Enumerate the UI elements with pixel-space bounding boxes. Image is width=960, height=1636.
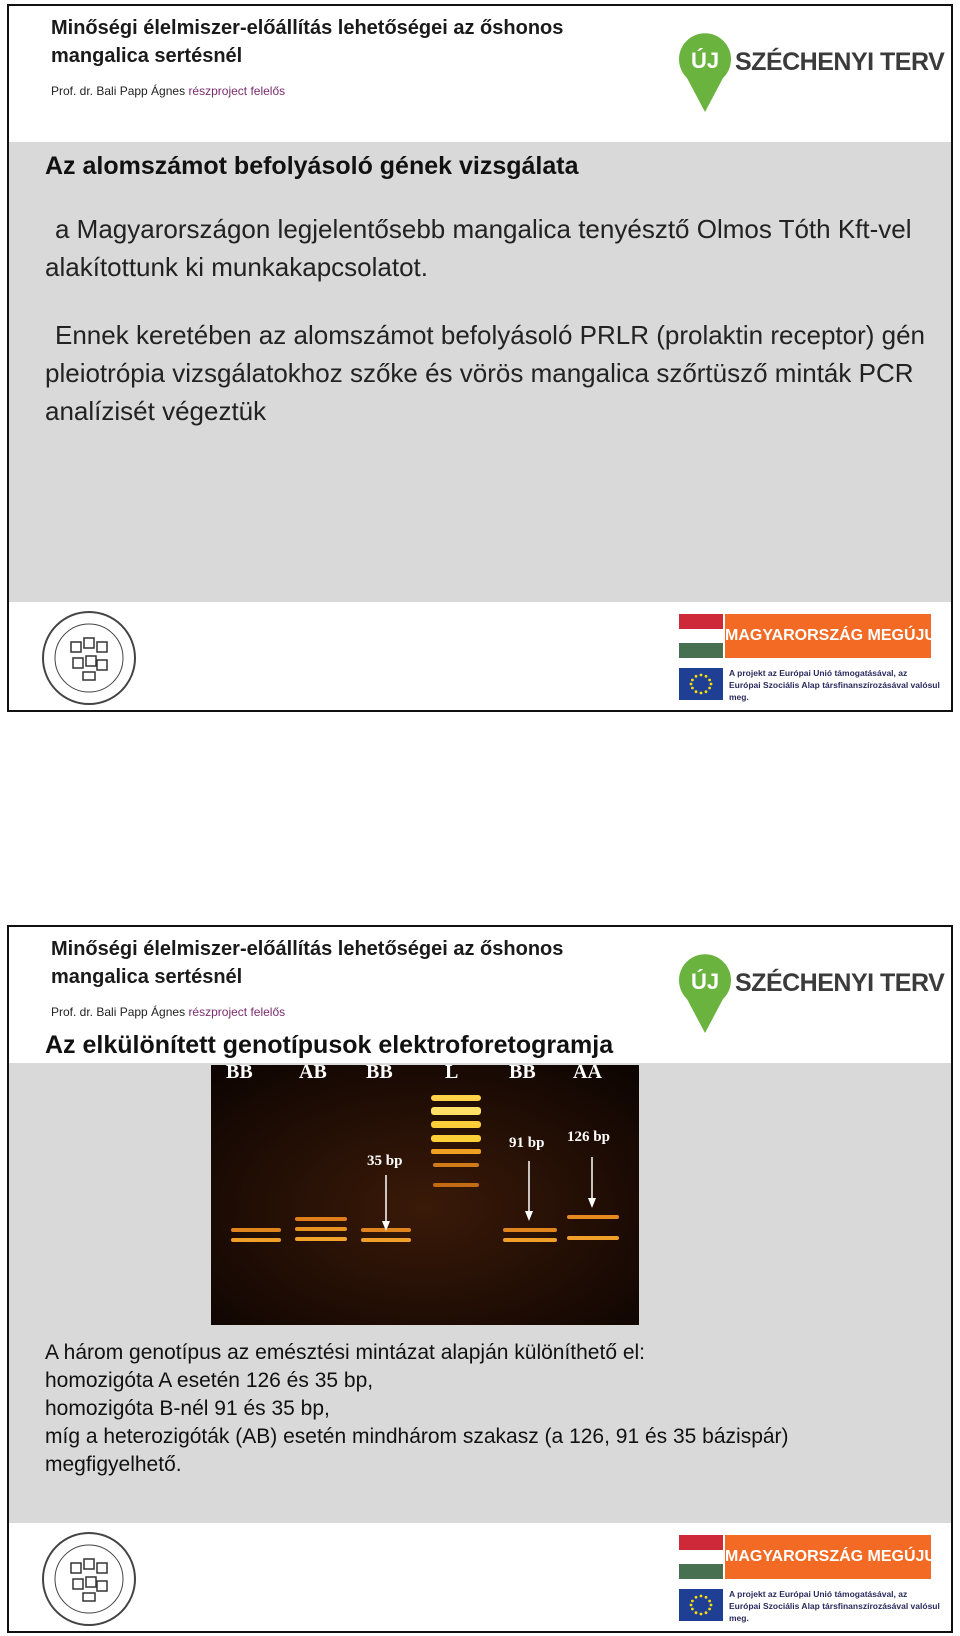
szechenyi-terv-logo — [677, 28, 945, 114]
author-role: részproject felelős — [188, 1005, 286, 1019]
slide-title: Az elkülönített genotípusok elektroforetogramja — [45, 1031, 614, 1059]
eu-flag-icon — [679, 1589, 723, 1621]
magyarorszag-megujul-banner — [679, 1535, 946, 1579]
description-line: megfigyelhető. — [45, 1453, 182, 1476]
description-line: míg a heterozigóták (AB) esetén mindhárom szakasz (a 126, 91 és 35 bázispár) — [45, 1425, 789, 1448]
author-name: Prof. dr. Bali Papp Ágnes — [51, 84, 186, 98]
project-lead — [51, 84, 285, 98]
map-pin-icon — [677, 28, 737, 114]
lane-label: BB — [226, 1061, 253, 1083]
lane-label: AA — [573, 1061, 602, 1083]
description-line: homozigóta A esetén 126 és 35 bp, — [45, 1369, 374, 1392]
banner-text: MAGYARORSZÁG MEGÚJUL — [725, 1535, 931, 1579]
paragraph-partnership: a Magyarországon legjelentősebb mangalica tenyésztő Olmos Tóth Kft-vel alakítottunk ki munkakapcsolatot. — [45, 214, 912, 282]
banner-text: MAGYARORSZÁG MEGÚJUL — [725, 614, 931, 658]
project-title: Minőségi élelmiszer-előállítás lehetőségei az őshonos mangalica sertésnél — [51, 938, 564, 988]
eu-note-text: A projekt az Európai Unió támogatásával, az Európai Szociális Alap társfinanszírozásával valósul meg. — [729, 668, 940, 702]
project-lead — [51, 1005, 285, 1019]
genotype-description — [45, 1339, 945, 1479]
lane-label: BB — [509, 1061, 536, 1083]
hungarian-flag-icon — [679, 614, 723, 658]
slide-header — [9, 6, 951, 142]
description-line: A három genotípus az emésztési mintázat alapján különíthető el: — [45, 1341, 646, 1364]
eu-flag-icon — [679, 668, 723, 700]
logo-text: SZÉCHENYI TERV — [735, 48, 945, 76]
electrophoresis-gel-image — [211, 1065, 639, 1325]
slide-footer — [9, 1523, 951, 1633]
author-name: Prof. dr. Bali Papp Ágnes — [51, 1005, 186, 1019]
bp-label-126: 126 bp — [567, 1129, 610, 1145]
gel-lane-labels — [211, 1061, 639, 1103]
lane-label: AB — [299, 1061, 327, 1083]
description-line: homozigóta B-nél 91 és 35 bp, — [45, 1397, 330, 1420]
logo-mark: ÚJ — [690, 969, 720, 994]
logo-mark: ÚJ — [690, 48, 720, 73]
university-seal-icon — [39, 1529, 139, 1629]
slide-title: Az alomszámot befolyásoló gének vizsgálata — [45, 152, 579, 180]
paragraph-prlr: Ennek keretében az alomszámot befolyásoló PRLR (prolaktin receptor) gén pleiotrópia vizsgálatokhoz szőke és vörös mangalica szőrtüsző minták PCR analízisét végeztük — [45, 320, 926, 426]
slide-footer — [9, 602, 951, 712]
magyarorszag-megujul-banner — [679, 614, 946, 658]
bp-label-91: 91 bp — [509, 1135, 545, 1151]
eu-funding-note — [679, 664, 941, 704]
szechenyi-terv-logo — [677, 949, 945, 1035]
hungarian-flag-icon — [679, 1535, 723, 1579]
lane-label: BB — [366, 1061, 393, 1083]
slide-2 — [7, 925, 953, 1633]
lane-label: L — [445, 1061, 459, 1083]
eu-note-text: A projekt az Európai Unió támogatásával, az Európai Szociális Alap társfinanszírozásával valósul meg. — [729, 1589, 940, 1623]
project-title: Minőségi élelmiszer-előállítás lehetőségei az őshonos mangalica sertésnél — [51, 17, 564, 67]
author-role: részproject felelős — [188, 84, 286, 98]
eu-funding-note — [679, 1585, 941, 1625]
logo-text: SZÉCHENYI TERV — [735, 969, 945, 997]
slide-1 — [7, 4, 953, 712]
map-pin-icon — [677, 949, 737, 1035]
university-seal-icon — [39, 608, 139, 708]
bp-label-35: 35 bp — [367, 1153, 403, 1169]
